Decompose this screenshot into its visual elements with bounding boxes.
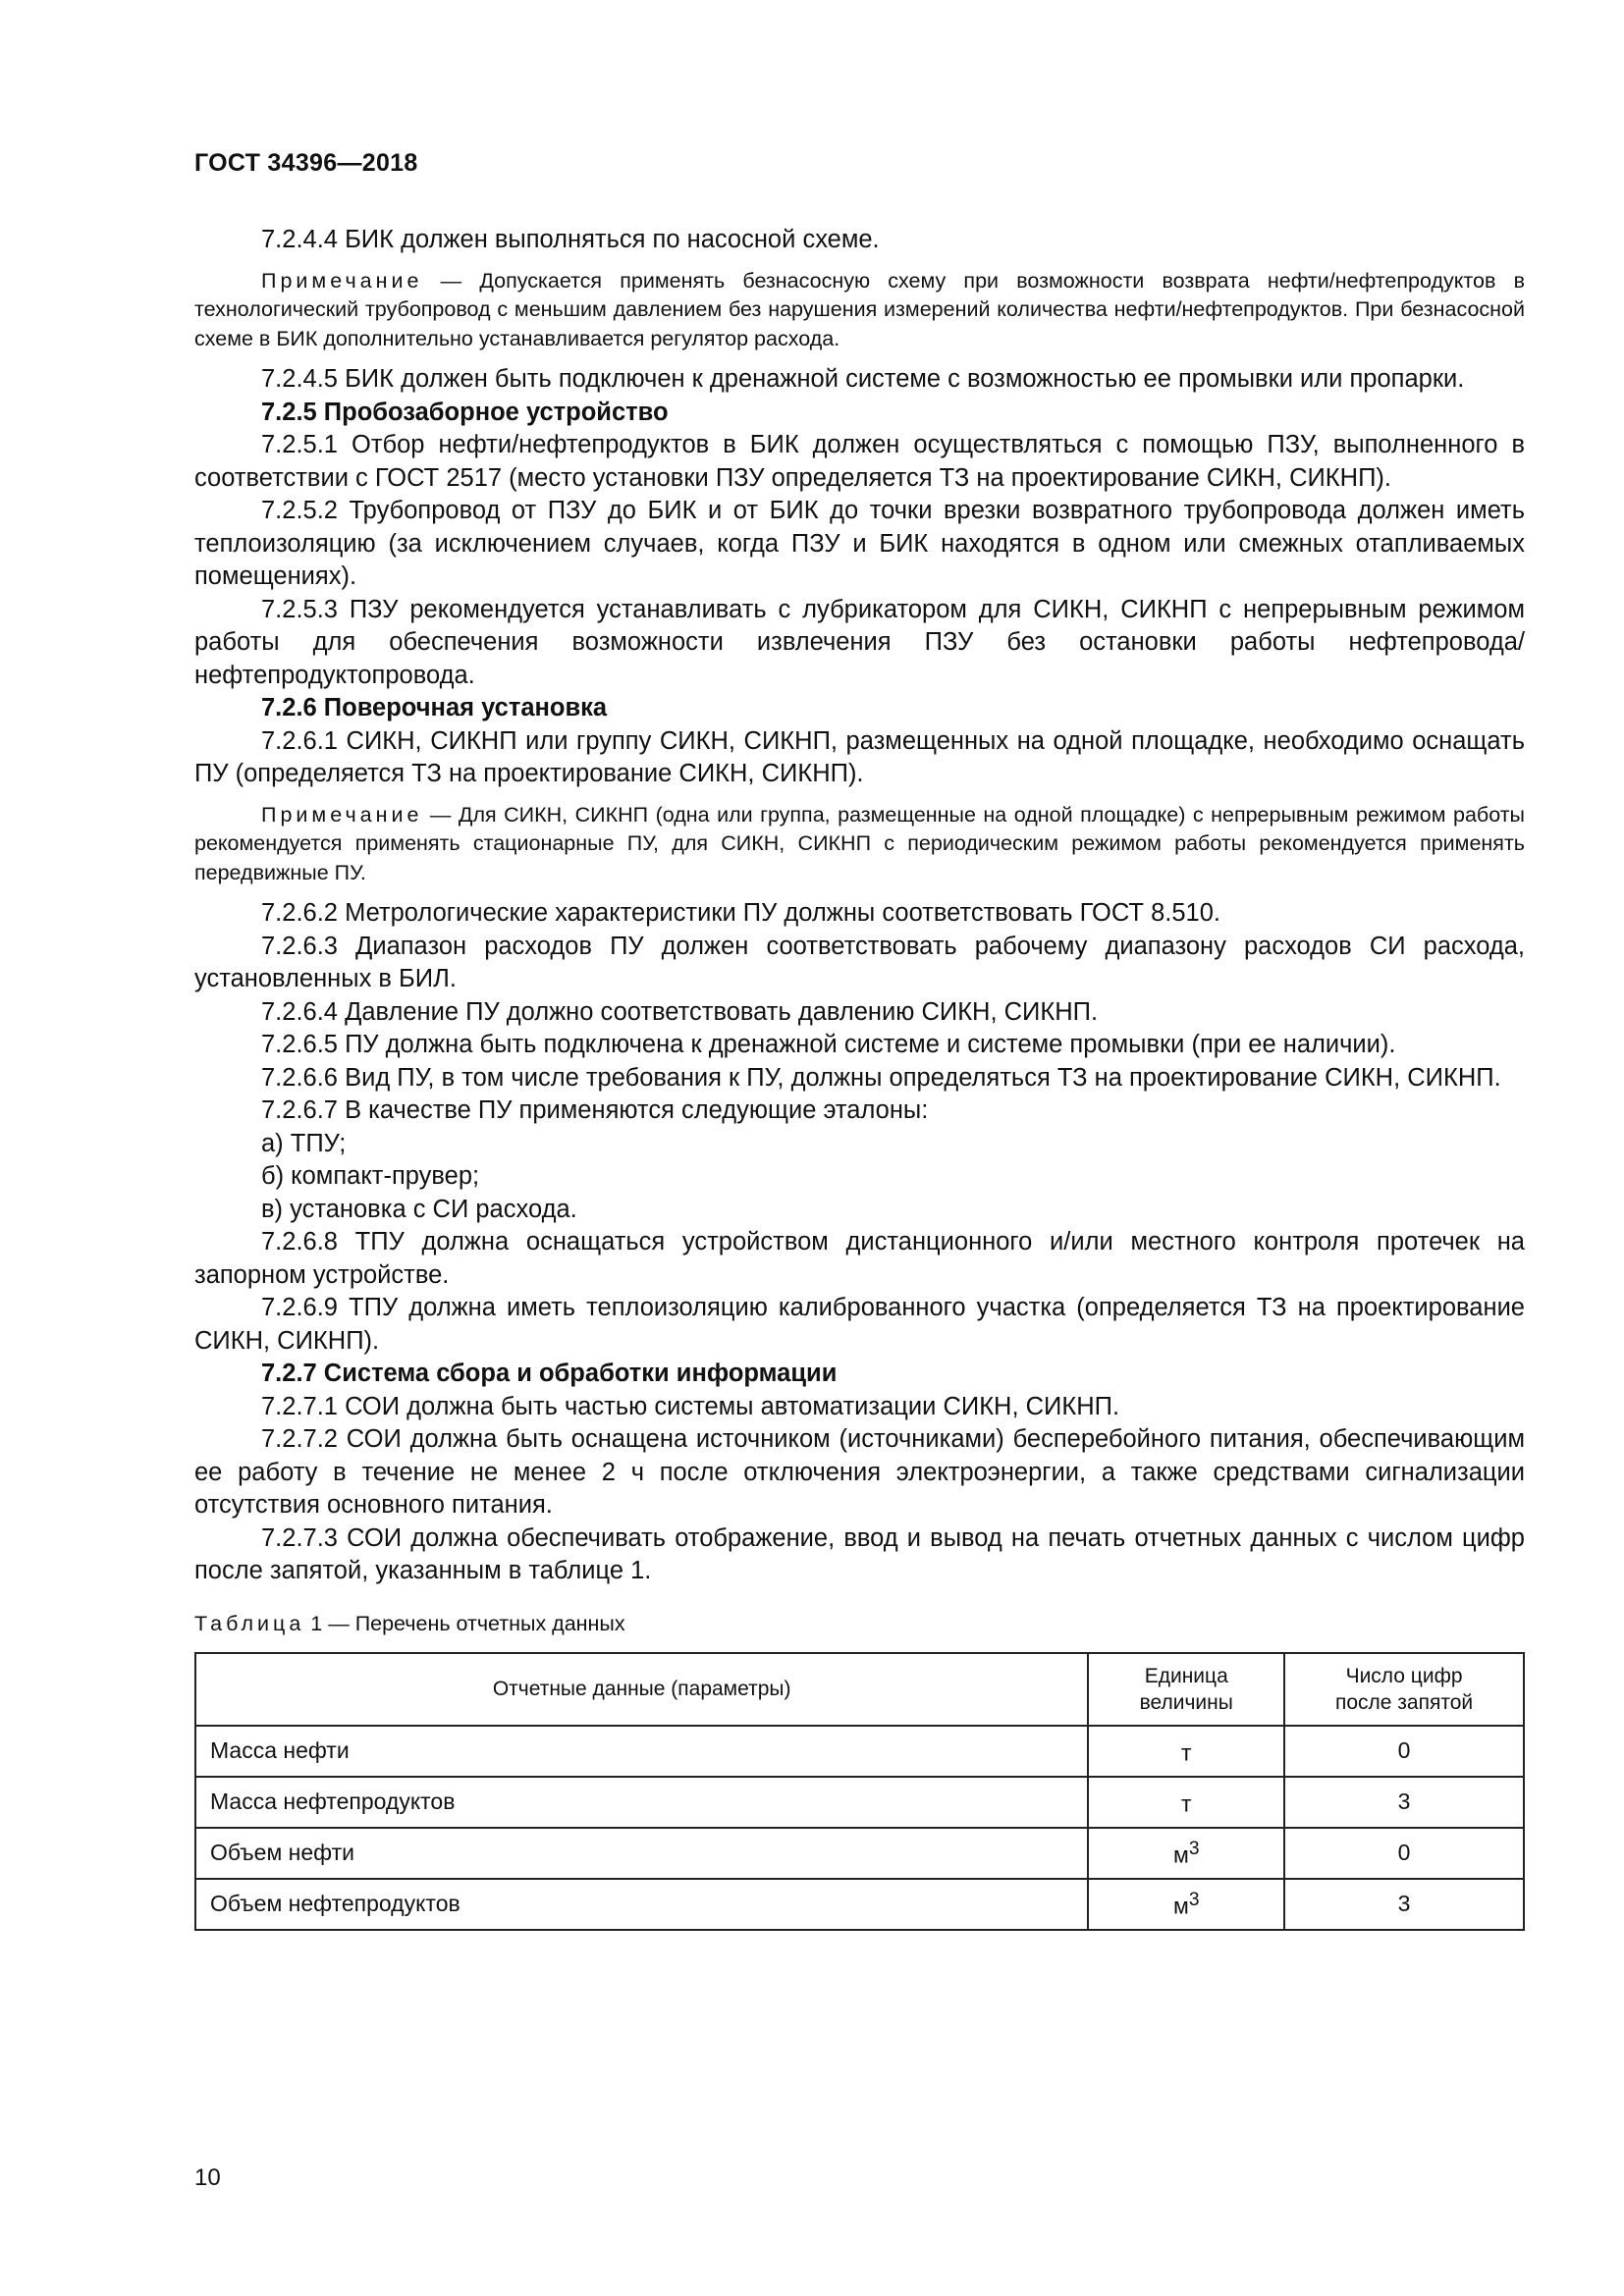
note-1-label: Примечание [261,268,423,293]
clause-7-2-4-5: 7.2.4.5 БИК должен быть подключен к дренажной системе с возможностью ее промывки или пропарки. [261,365,1465,393]
column-header-digits [1284,1653,1524,1726]
column-header-unit-text: Единица величины [1139,1664,1233,1714]
table-row [195,1726,1524,1777]
note-2-text: — Для СИКН, СИКНП (одна или группа, размещенные на одной площадке) с непрерывным режимом работы рекомендуется применять стационарные ПУ, для СИКН, СИКНП с периодическим режимом работы рекомендуется применять передвижные ПУ. [194,802,1525,884]
column-header-unit [1088,1653,1284,1726]
table-cell-digits: 0 [1284,1726,1524,1777]
clause-7-2-6-9: 7.2.6.9 ТПУ должна иметь теплоизоляцию калиброванного участка (определяется ТЗ на проектирование СИКН, СИКНП). [194,1294,1525,1355]
table-cell-unit [1088,1777,1284,1828]
reporting-data-table [194,1652,1525,1931]
note-2-label: Примечание [261,802,423,827]
column-header-digits-text: Число цифр после запятой [1334,1664,1474,1714]
clause-7-2-5-3: 7.2.5.3 ПЗУ рекомендуется устанавливать с лубрикатором для СИКН, СИКНП с непрерывным режимом работы для обеспечения возможности извлечения ПЗУ без остановки работы нефтепровода/нефтепродуктопровода. [194,595,1525,689]
table-row [195,1828,1524,1879]
list-item-b: б) компакт-прувер; [261,1162,480,1190]
table-cell-parameter: Масса нефтепродуктов [195,1777,1088,1828]
table-cell-unit [1088,1726,1284,1777]
table-cell-digits: 3 [1284,1777,1524,1828]
clause-7-2-7-3: 7.2.7.3 СОИ должна обеспечивать отображение, ввод и вывод на печать отчетных данных с числом цифр после запятой, указанным в таблице 1. [194,1523,1525,1584]
clause-7-2-6-6: 7.2.6.6 Вид ПУ, в том числе требования к ПУ, должны определяться ТЗ на проектирование СИКН, СИКНП. [261,1063,1501,1092]
list-item-a: а) ТПУ; [261,1129,347,1157]
clause-7-2-6-8: 7.2.6.8 ТПУ должна оснащаться устройством дистанционного и/или местного контроля протечек на запорном устройстве. [194,1228,1525,1289]
table-cell-parameter: Масса нефти [195,1726,1088,1777]
clause-7-2-6-5: 7.2.6.5 ПУ должна быть подключена к дренажной системе и системе промывки (при ее наличии). [261,1031,1396,1058]
table-cell-unit [1088,1828,1284,1879]
list-item-c: в) установка с СИ расхода. [261,1195,577,1223]
document-body [194,224,1525,1931]
table-row [195,1777,1524,1828]
clause-7-2-4-4: 7.2.4.4 БИК должен выполняться по насосной схеме. [261,226,880,253]
section-heading-7-2-7: 7.2.7 Система сбора и обработки информации [261,1360,838,1387]
unit-text: м [1173,1842,1189,1869]
document-code-header: ГОСТ 34396—2018 [194,149,418,177]
clause-7-2-6-1: 7.2.6.1 СИКН, СИКНП или группу СИКН, СИКНП, размещенных на одной площадке, необходимо оснащать ПУ (определяется ТЗ на проектирование СИКН, СИКНП). [194,726,1525,787]
table-cell-digits: 0 [1284,1828,1524,1879]
table-caption [194,1610,1525,1638]
table-header-row [195,1653,1524,1726]
clause-7-2-6-2: 7.2.6.2 Метрологические характеристики ПУ должны соответствовать ГОСТ 8.510. [261,899,1220,927]
clause-7-2-5-1: 7.2.5.1 Отбор нефти/нефтепродуктов в БИК должен осуществляться с помощью ПЗУ, выполненного в соответствии с ГОСТ 2517 (место установки ПЗУ определяется ТЗ на проектирование СИКН, СИКНП). [194,431,1525,492]
unit-superscript: 3 [1188,1890,1200,1911]
note-2 [194,801,1525,888]
clause-7-2-6-7: 7.2.6.7 В качестве ПУ применяются следующие эталоны: [261,1096,929,1124]
clause-7-2-7-2: 7.2.7.2 СОИ должна быть оснащена источником (источниками) бесперебойного питания, обеспечивающим ее работу в течение не менее 2 ч после отключения электроэнергии, а также средствами сигнализации отсутствия основного питания. [194,1425,1525,1519]
clause-7-2-7-1: 7.2.7.1 СОИ должна быть частью системы автоматизации СИКН, СИКНП. [261,1392,1120,1420]
table-cell-digits: 3 [1284,1879,1524,1930]
unit-text: т [1180,1791,1192,1818]
table-cell-parameter: Объем нефтепродуктов [195,1879,1088,1930]
clause-7-2-6-3: 7.2.6.3 Диапазон расходов ПУ должен соответствовать рабочему диапазону расходов СИ расхода, установленных в БИЛ. [194,932,1525,992]
table-row [195,1879,1524,1930]
note-1 [194,267,1525,354]
table-cell-parameter: Объем нефти [195,1828,1088,1879]
column-header-parameters: Отчетные данные (параметры) [195,1653,1088,1726]
clause-7-2-6-4: 7.2.6.4 Давление ПУ должно соответствовать давлению СИКН, СИКНП. [261,997,1099,1026]
table-cell-unit [1088,1879,1284,1930]
unit-text: м [1173,1894,1189,1920]
table-caption-label: Таблица [194,1611,305,1635]
unit-superscript: 3 [1188,1839,1200,1860]
section-heading-7-2-6: 7.2.6 Поверочная установка [261,694,608,721]
table-caption-text: 1 — Перечень отчетных данных [304,1611,625,1635]
page-number: 10 [194,2164,221,2191]
clause-7-2-5-2: 7.2.5.2 Трубопровод от ПЗУ до БИК и от БИК до точки врезки возвратного трубопровода должен иметь теплоизоляцию (за исключением случаев, когда ПЗУ и БИК находятся в одном или смежных отапливаемых помещениях). [194,497,1525,590]
note-1-text: — Допускается применять безнасосную схему при возможности возврата нефти/нефтепродуктов в технологический трубопровод с меньшим давлением без нарушения измерений количества нефти/нефтепродуктов. При безнасосной схеме в БИК дополнительно устанавливается регулятор расхода. [194,268,1525,350]
unit-text: т [1180,1740,1192,1767]
section-heading-7-2-5: 7.2.5 Пробозаборное устройство [261,398,669,426]
